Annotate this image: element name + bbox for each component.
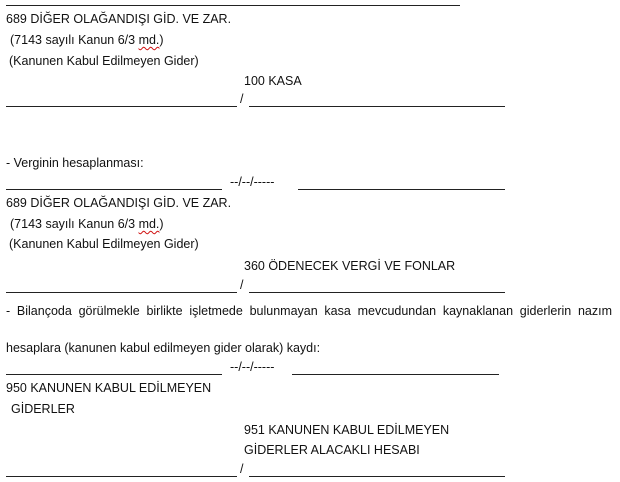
entry-rule-right-second — [249, 291, 505, 293]
entry-separator-second: / — [240, 278, 244, 292]
law-reference-suffix: ) — [159, 217, 164, 231]
section-text-line2: hesaplara (kanunen kabul edilmeyen gider olarak) kaydı: — [6, 341, 321, 355]
credit-account-360: 360 ÖDENECEK VERGİ VE FONLAR — [244, 259, 456, 273]
entry-rule-left — [6, 105, 237, 107]
law-reference-md: md. — [138, 217, 160, 231]
law-reference — [10, 34, 164, 47]
law-reference-suffix: ) — [159, 33, 164, 47]
entry-separator: / — [240, 92, 244, 106]
date-rule-left — [6, 188, 222, 190]
date-rule-left-third — [6, 373, 222, 375]
date-placeholder-third: --/--/----- — [230, 360, 275, 374]
debit-account-950-line2: GİDERLER — [11, 402, 75, 416]
date-placeholder: --/--/----- — [230, 175, 275, 189]
entry-rule-left-third — [6, 475, 237, 477]
debit-account-950-line1: 950 KANUNEN KABUL EDİLMEYEN — [6, 381, 212, 395]
credit-account-951-line1: 951 KANUNEN KABUL EDİLMEYEN — [244, 423, 450, 437]
entry-rule-right-third — [249, 475, 505, 477]
debit-account-689: 689 DİĞER OLAĞANDIŞI GİD. VE ZAR. — [6, 12, 232, 26]
credit-account-100: 100 KASA — [244, 74, 302, 88]
section-text-line1: - Bilançoda görülmekle birlikte işletmede bulunmayan kasa mevcudundan kaynaklanan giderlerin nazım — [6, 304, 612, 318]
section-heading-tax: - Verginin hesaplanması: — [6, 156, 144, 170]
kkeg-note: (Kanunen Kabul Edilmeyen Gider) — [9, 54, 199, 68]
entry-separator-third: / — [240, 462, 244, 476]
law-reference-prefix: (7143 sayılı Kanun 6/3 — [10, 33, 139, 47]
kkeg-note-second: (Kanunen Kabul Edilmeyen Gider) — [9, 237, 199, 251]
debit-account-689-second: 689 DİĞER OLAĞANDIŞI GİD. VE ZAR. — [6, 196, 232, 210]
credit-account-951-line2: GİDERLER ALACAKLI HESABI — [244, 443, 420, 457]
top-rule — [6, 4, 460, 6]
law-reference-prefix: (7143 sayılı Kanun 6/3 — [10, 217, 139, 231]
entry-rule-left-second — [6, 291, 237, 293]
date-rule-right — [298, 188, 505, 190]
law-reference-md: md. — [138, 33, 160, 47]
entry-rule-right — [249, 105, 505, 107]
law-reference-second — [10, 218, 164, 231]
date-rule-right-third — [292, 373, 499, 375]
